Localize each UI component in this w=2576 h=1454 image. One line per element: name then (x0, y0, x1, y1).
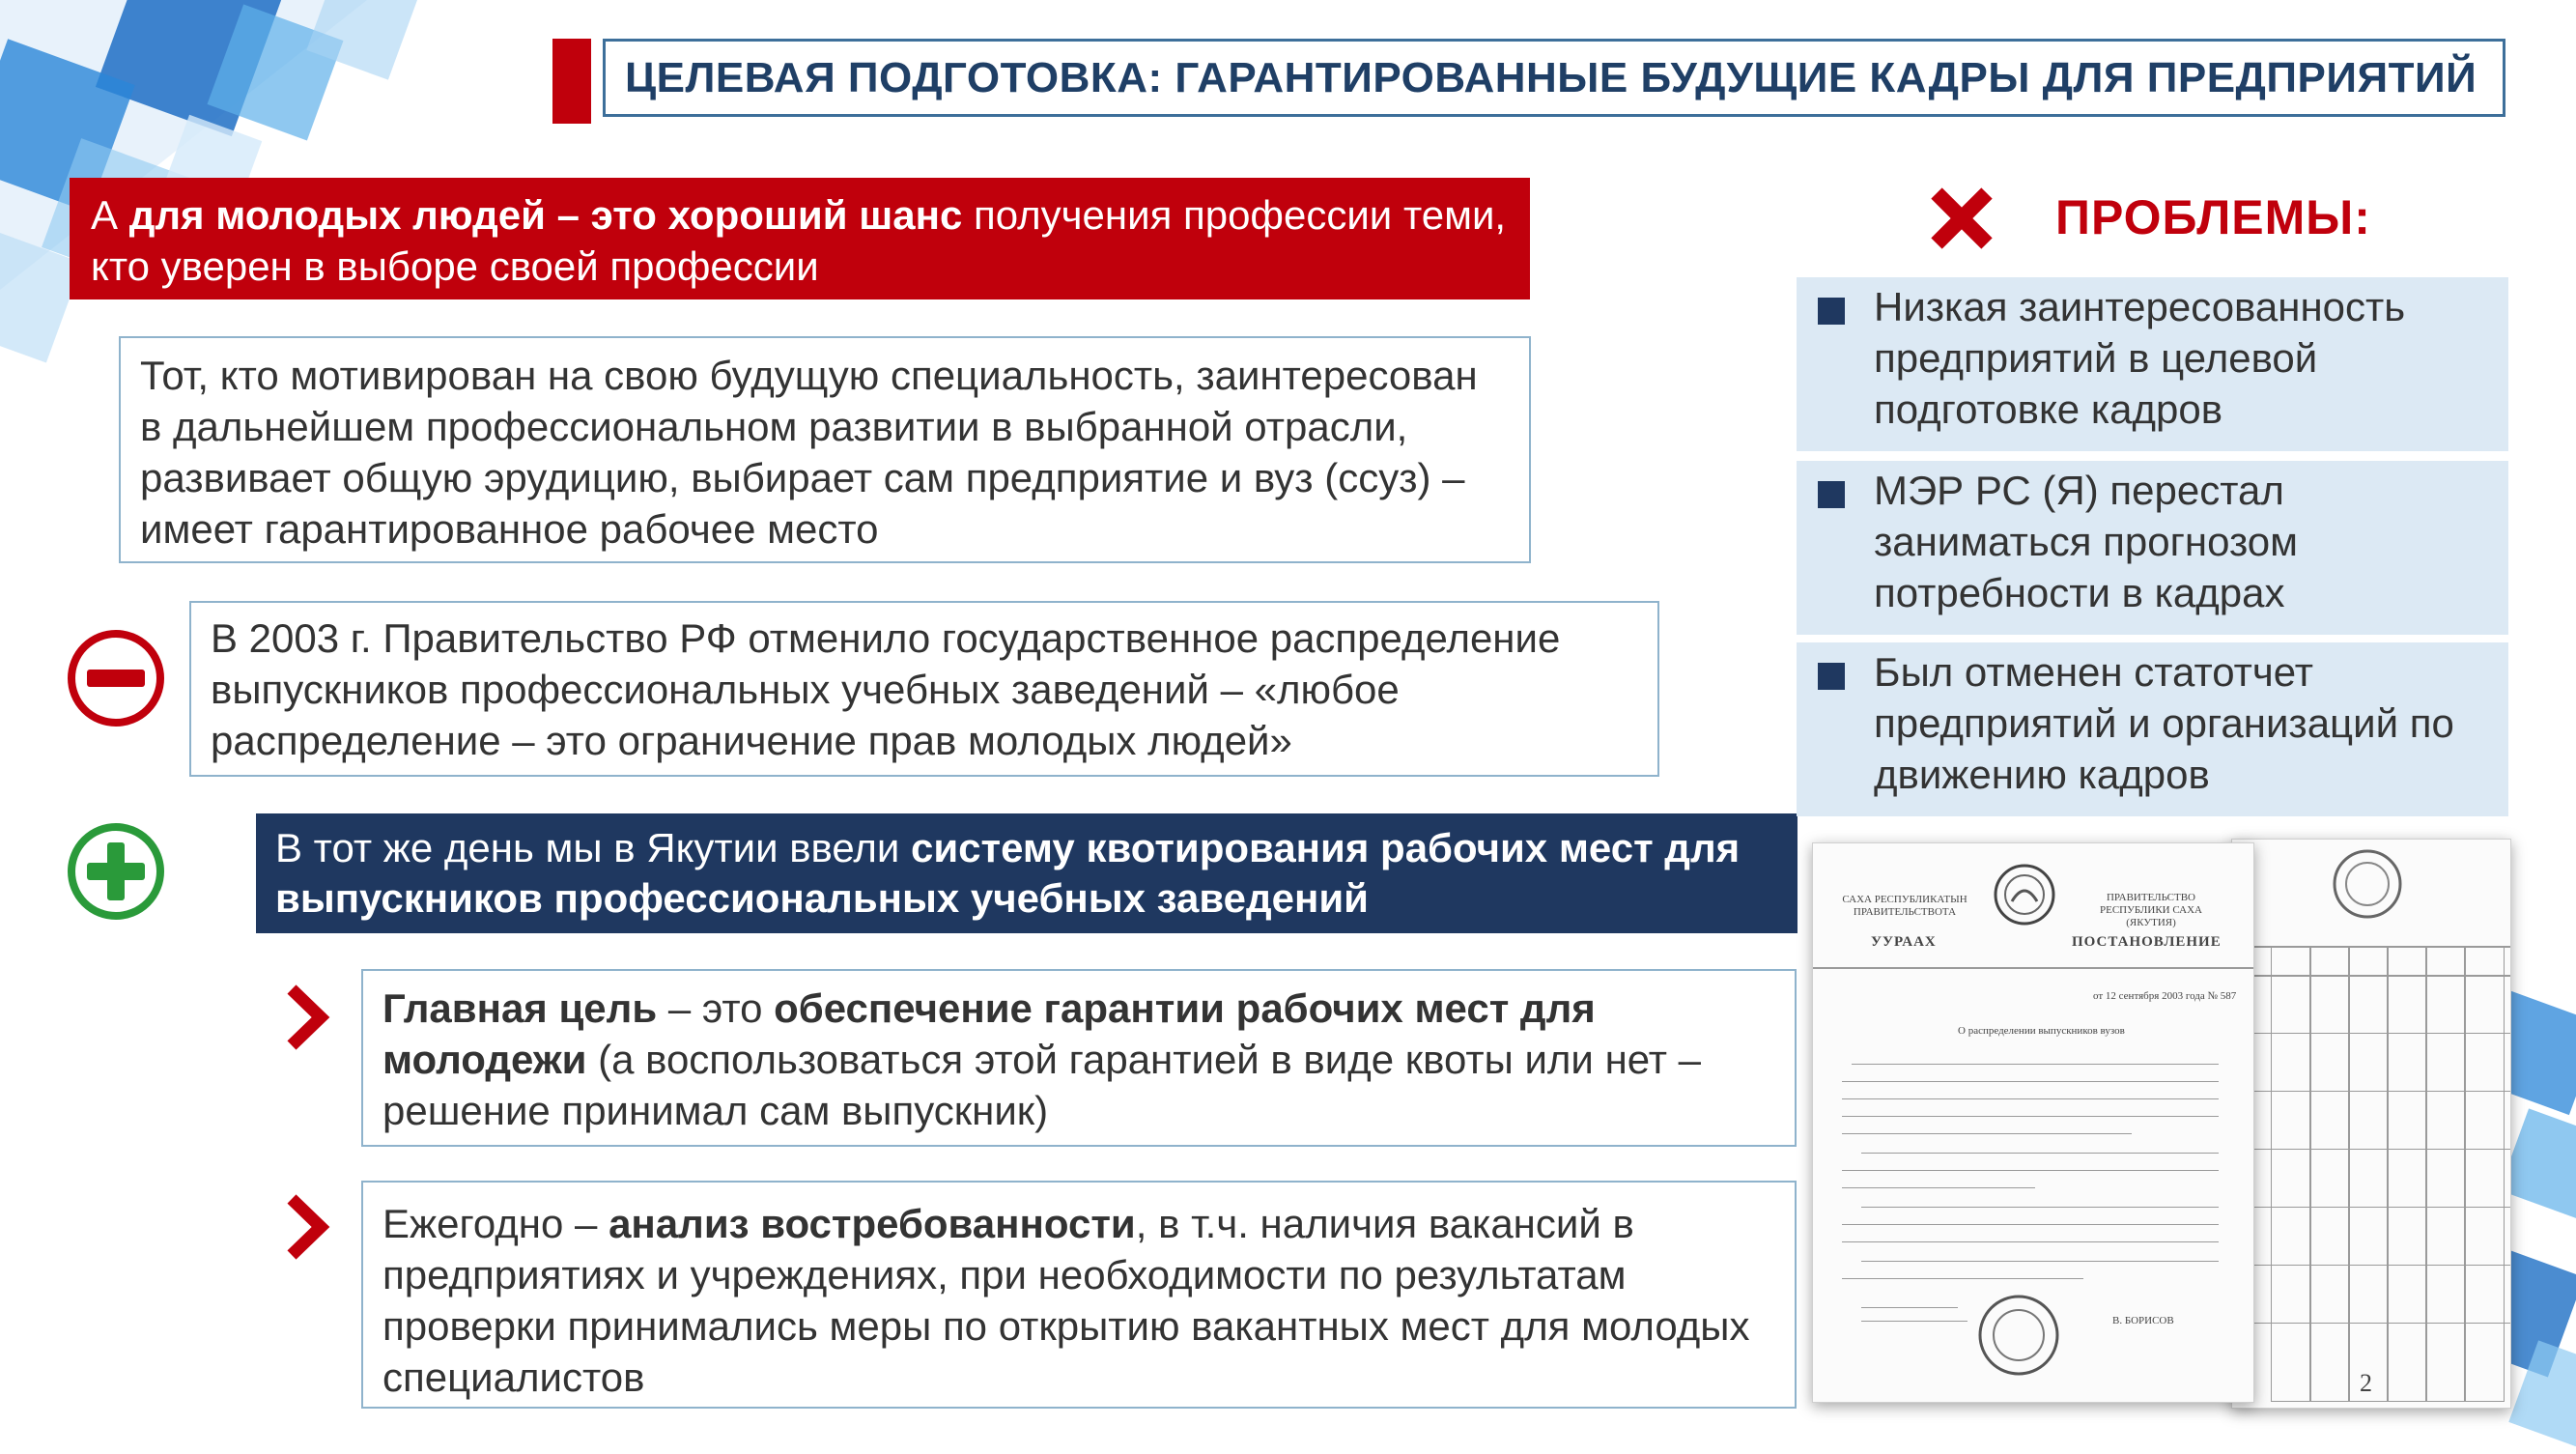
title-accent-bar (552, 39, 591, 124)
document-right-word: ПОСТАНОВЛЕНИЕ (2072, 934, 2222, 950)
square-bullet-icon (1818, 298, 1845, 325)
problem-item (1797, 277, 2508, 451)
document-stamp-icon (1975, 1292, 2062, 1379)
problem-item (1797, 461, 2508, 635)
document-right-header: ПРАВИТЕЛЬСТВО РЕСПУБЛИКИ САХА (ЯКУТИЯ) (2099, 892, 2202, 928)
yakutia-text-bold: систему квотирования рабочих мест для выпускников профессиональных учебных заведений (275, 825, 1741, 921)
annual-text-2: , в т.ч. наличия вакансий в предприятиях и учреждениях, при необходимости по результатам проверки принимались меры по открытию вакантных мест для молодых специалистов (382, 1201, 1750, 1400)
annual-analysis-box (361, 1181, 1797, 1409)
problem-text: Был отменен статотчет предприятий и организаций по движению кадров (1874, 649, 2454, 797)
goal-bold-1: Главная цель (382, 985, 658, 1031)
opportunity-banner (70, 178, 1530, 299)
minus-circle-icon (66, 628, 166, 728)
document-scan-decree (1812, 842, 2254, 1403)
plus-circle-icon (66, 821, 166, 922)
chevron-right-icon (282, 984, 332, 1051)
problems-title: ПРОБЛЕМЫ: (2055, 190, 2371, 244)
page-title-box (603, 39, 2505, 117)
yakutia-quota-banner (256, 813, 1798, 933)
document-subject: О распределении выпускников вузов (1958, 1025, 2125, 1037)
banner-text-1: А (91, 192, 129, 238)
motivated-text: Тот, кто мотивирован на свою будущую специальность, заинтересован в дальнейшем профессиональном развитии в выбранной отрасли, развивает общую эрудицию, выбирает сам предприятие и вуз (ссуз) – имеет гарантированное рабочее место (140, 353, 1478, 552)
yakutia-text-1: В тот же день мы в Якутии ввели (275, 825, 911, 870)
cancellation-text: В 2003 г. Правительство РФ отменило государственное распределение выпускников профессиональных учебных заведений – «любое распределение – это ограничение прав молодых людей» (211, 615, 1561, 763)
problem-item (1797, 642, 2508, 816)
annual-bold: анализ востребованности (609, 1201, 1136, 1246)
banner-text-2: получения профессии теми, кто уверен в выборе своей профессии (91, 192, 1507, 289)
main-goal-box (361, 969, 1797, 1147)
document-emblem-icon (1991, 861, 2058, 928)
problem-text: МЭР РС (Я) перестал заниматься прогнозом потребности в кадрах (1874, 468, 2298, 615)
document-left-header: САХА РЕСПУБЛИКАТЫН ПРАВИТЕЛЬСТВОТА (1842, 894, 1967, 918)
annual-text-1: Ежегодно – (382, 1201, 609, 1246)
document-signature: В. БОРИСОВ (2112, 1315, 2174, 1326)
goal-text-2: (а воспользоваться этой гарантией в виде квоты или нет – решение принимал сам выпускник) (382, 1037, 1701, 1133)
banner-text-bold: для молодых людей – это хороший шанс (128, 192, 963, 238)
cross-icon (1927, 184, 1996, 253)
square-bullet-icon (1818, 663, 1845, 690)
page-title: ЦЕЛЕВАЯ ПОДГОТОВКА: ГАРАНТИРОВАННЫЕ БУДУЩИЕ КАДРЫ ДЛЯ ПРЕДПРИЯТИЙ (625, 53, 2477, 101)
document-seal-icon (2329, 845, 2406, 923)
cancellation-box (189, 601, 1659, 777)
document-date: от 12 сентября 2003 года № 587 (2093, 990, 2237, 1002)
motivated-box (119, 336, 1531, 563)
problem-text: Низкая заинтересованность предприятий в целевой подготовке кадров (1874, 284, 2406, 432)
goal-bold-2: обеспечение гарантии рабочих мест для молодежи (382, 985, 1596, 1082)
document-page-number: 2 (2360, 1369, 2372, 1397)
chevron-right-icon (282, 1193, 332, 1261)
square-bullet-icon (1818, 481, 1845, 508)
document-scan-table (2231, 839, 2511, 1409)
document-left-word: УУРААХ (1871, 934, 1937, 950)
goal-text-1: – это (657, 985, 775, 1031)
